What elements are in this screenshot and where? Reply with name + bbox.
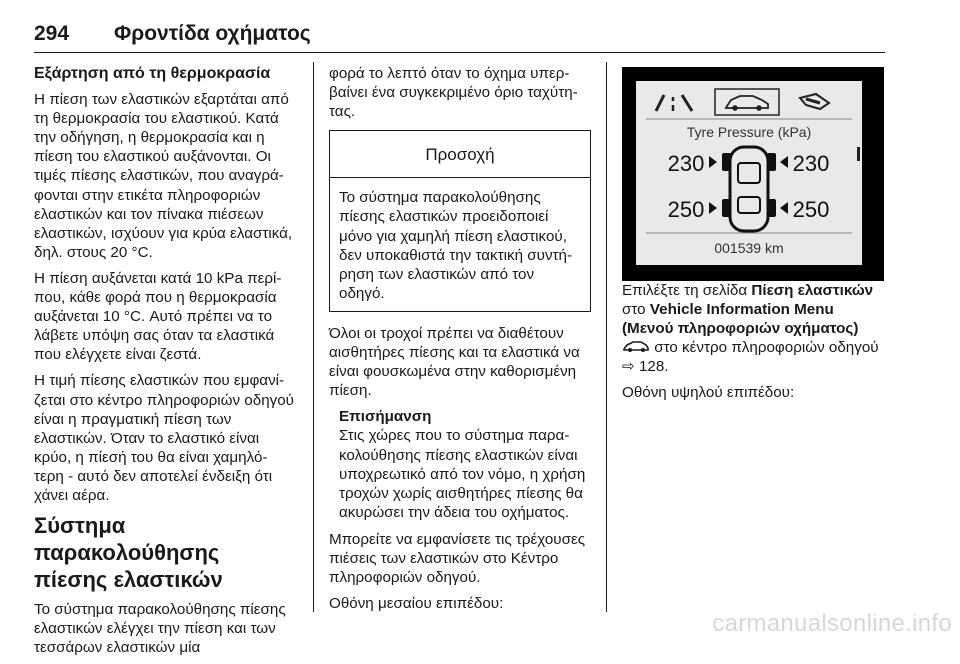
- pressure-front-right: 230: [792, 151, 830, 176]
- watermark: carmanualsonline.info: [712, 610, 952, 637]
- odometer-readout: 001539 km: [714, 240, 784, 256]
- menu-page-name: Πίεση ελαστικών: [751, 282, 874, 299]
- column-3: [622, 64, 884, 410]
- tyre-pressure-display-figure: [622, 67, 884, 281]
- column-1: [34, 64, 296, 664]
- header-rule: [34, 52, 885, 53]
- paragraph: Οθόνη μεσαίου επιπέδου:: [329, 595, 504, 613]
- page-reference-icon: ⇨: [622, 358, 639, 376]
- paragraph: Η τιμή πίεσης ελαστικών που εμφανί-ζεται στο κέντρο πληροφοριών οδηγού είναι η πραγματική πίεση των ελαστικών. Όταν το ελαστικό είναι κρύο, η πίεσή του θα είναι χαμηλό-τερη - αυτό δεν αποτελεί ένδειξη ότι χάνει αέρα.: [34, 372, 294, 504]
- paragraph: Η πίεση αυξάνεται κατά 10 kPa περί-που, κάθε φορά που η θερμοκρασία αυξάνεται 10 °C. Αυτό πρέπει να το λάβετε υπόψη σας όταν τα ελαστικά που ελέγχετε είναι ζεστά.: [34, 269, 282, 364]
- paragraph: Μπορείτε να εμφανίσετε τις τρέχουσες πιέσεις των ελαστικών στο Κέντρο πληροφοριών οδηγού.: [329, 530, 586, 587]
- display-title: Tyre Pressure (kPa): [686, 124, 812, 140]
- note-title: Επισήμανση: [339, 408, 432, 426]
- paragraph: Όλοι οι τροχοί πρέπει να διαθέτουν αισθητήρες πίεσης και τα ελαστικά να είναι φουσκωμένα στην καθορισμένη πίεση.: [329, 324, 580, 400]
- page-header: [34, 22, 914, 52]
- display-screen: [622, 67, 884, 281]
- pressure-rear-right: 250: [792, 197, 830, 222]
- caution-body: Το σύστημα παρακολούθησης πίεσης ελαστικών προειδοποιεί μόνο για χαμηλή πίεση ελαστικού, δεν υποκαθιστά την τακτική συντή-ρηση των ελαστικών από τον οδηγό.: [339, 189, 573, 302]
- page-reference: 128: [638, 358, 665, 376]
- note-body: Στις χώρες που το σύστημα παρα-κολούθησης πίεσης ελαστικών είναι υποχρεωτικό από τον νόμο, η χρήση τροχών χωρίς αισθητήρες πίεσης θα ακυρώσει την άδεια του οχήματος.: [339, 427, 586, 521]
- menu-name: Vehicle Information Menu (Μενού πληροφοριών οχήματος): [622, 301, 859, 338]
- paragraph: Οθόνη υψηλού επιπέδου:: [622, 384, 795, 402]
- caution-title: Προσοχή: [330, 131, 590, 178]
- pressure-front-left: 230: [667, 151, 705, 176]
- column-divider-1: [313, 62, 314, 612]
- paragraph: Το σύστημα παρακολούθησης πίεσης ελαστικών ελέγχει την πίεση και των τεσσάρων ελαστικών μία: [34, 601, 286, 657]
- section-heading-tpms: Σύστημα παρακολούθησης πίεσης ελαστικών: [34, 513, 223, 593]
- paragraph: φορά το λεπτό όταν το όχημα υπερ-βαίνει ένα συγκεκριμένο όριο ταχύτη-τας.: [329, 65, 578, 121]
- section-heading-temperature: Εξάρτηση από τη θερμοκρασία: [34, 65, 271, 82]
- page-title: Φροντίδα οχήματος: [114, 22, 311, 45]
- paragraph: Η πίεση των ελαστικών εξαρτάται από τη θερμοκρασία του ελαστικού. Κατά την οδήγηση, η θερμοκρασία και η πίεση του ελαστικού αυξάνονται. Οι τιμές πίεσης ελαστικών, που αναγρά-φονται στην ετικέτα πληροφοριών ελαστικών και τον πίνακα πιέσεων ελαστικών, ισχύουν για κρύα ελαστικά, δηλ. στους 20 °C.: [34, 91, 293, 261]
- figure-caption: Επιλέξτε τη σελίδα Πίεση ελαστικών στο Vehicle Information Menu (Μενού πληροφοριών οχήματος) στο κέντρο πληροφοριών οδηγού ⇨ 128.: [622, 282, 879, 376]
- scroll-indicator: [857, 147, 860, 161]
- caution-box: [329, 130, 591, 312]
- pressure-rear-left: 250: [667, 197, 705, 222]
- page-number: 294: [34, 22, 70, 45]
- car-icon: [622, 340, 650, 353]
- note-box: [329, 407, 591, 522]
- column-2: [329, 64, 591, 620]
- column-divider-2: [606, 62, 607, 612]
